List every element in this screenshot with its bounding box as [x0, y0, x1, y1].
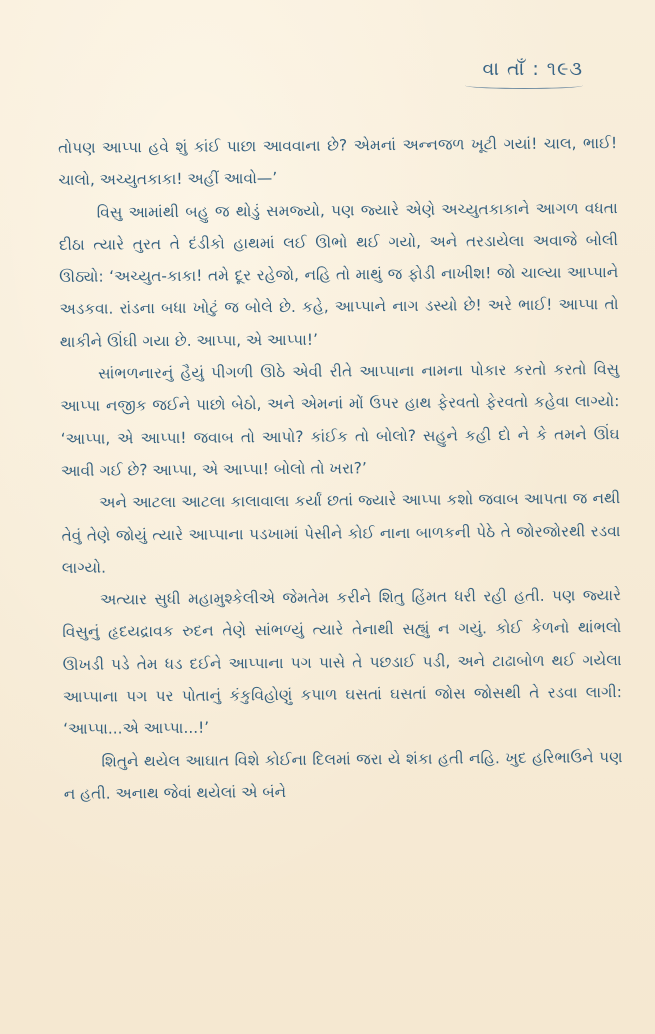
paragraph: શિતુને થયેલ આઘાત વિશે કોઈના દિલમાં જરા યે શંકા હતી નહિ. ખુદ હરિભાઉને પણ ન હતી. અનાથ જેવાં થયેલાં એ બંને	[63, 747, 623, 803]
running-title: વા તાઁ : ૧૯૩	[482, 58, 583, 80]
paragraph: અત્યાર સુધી મહામુશ્કેલીએ જેમતેમ કરીને શિતુ હિંમત ધરી રહી હતી. પણ જ્યારે વિસુનું હૃદયદ્રાવક રુદન તેણે સાંભળ્યું ત્યારે તેનાથી સહ્યું ન ગયું. કોઈ કેળનો થાંભલો ઊખડી પડે તેમ ધડ દઈને આપ્પાના પગ પાસે તે પછડાઈ પડી, અને ટાઢાબોળ થઈ ગયેલા આપ્પાના પગ પર પોતાનું કંકુવિહોણું કપાળ ઘસતાં ઘસતાં જોસ જોસથી તે રડવા લાગી: ‘આપ્પા...એ આપ્પા...!’	[62, 586, 622, 739]
header-flourish-rule	[465, 82, 583, 89]
paragraph: વિસુ આમાંથી બહુ જ થોડું સમજ્યો, પણ જ્યારે એણે અચ્યુતકાકાને આગળ વધતા દીઠા ત્યારે તુરત તે દંડીકો હાથમાં લઈ ઊભો થઈ ગયો, અને તરડાયેલા અવાજે બોલી ઊઠ્યો: ‘અચ્યુત-કાકા! તમે દૂર રહેજો, નહિ તો માથું જ ફોડી નાખીશ! જો ચાલ્યા આપ્પાને અડકવા. રાંડના બધા ખોટું જ બોલે છે. કહે, આપ્પાને નાગ ડસ્યો છે! અરે ભાઈ! આપ્પા તો થાકીને ઊંઘી ગયા છે. આપ્પા, એ આપ્પા!’	[58, 198, 619, 351]
paragraph: તોપણ આપ્પા હવે શું કાંઈ પાછા આવવાના છે? એમનાં અન્નજળ ખૂટી ગયાં! ચાલ, ભાઈ! ચાલો, અચ્યુતકાકા! અહીં આવો—’	[58, 134, 618, 190]
body-text	[58, 127, 623, 810]
paragraph: અને આટલા આટલા કાલાવાલા કર્યાં છતાં જ્યારે આપ્પા કશો જવાબ આપતા જ નથી તેવું તેણે જોયું ત્યારે આપ્પાના પડખામાં પેસીને કોઈ નાના બાળકની પેઠે તે જોરજોરથી રડવા લાગ્યો.	[61, 489, 621, 577]
paragraph: સાંભળનારનું હૈયું પીગળી ઊઠે એવી રીતે આપ્પાના નામના પોકાર કરતો કરતો વિસુ આપ્પા નજીક જઈને પાછો બેઠો, અને એમનાં મોં ઉપર હાથ ફેરવતો ફેરવતો કહેવા લાગ્યો: ‘આપ્પા, એ આપ્પા! જવાબ તો આપો? કાંઈક તો બોલો? સહુને કહી દો ને કે તમને ઊંઘ આવી ગઈ છે? આપ્પા, એ આપ્પા! બોલો તો ખરા?’	[60, 360, 620, 480]
page-header	[465, 58, 583, 89]
